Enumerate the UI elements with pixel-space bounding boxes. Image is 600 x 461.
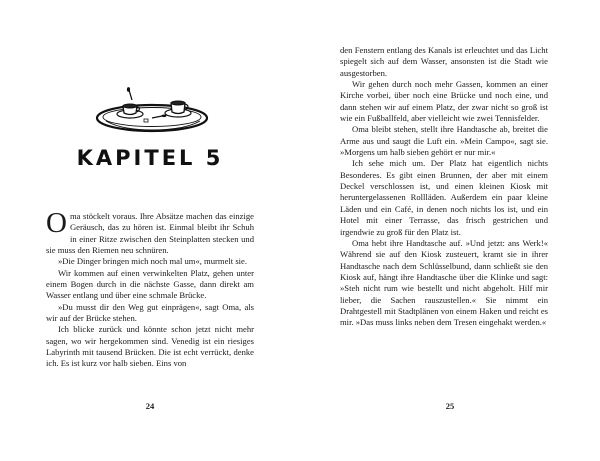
drop-cap: O (46, 207, 67, 239)
paragraph: Ich blicke zurück und könnte schon jetzt nicht mehr sagen, wo wir hergekommen sind. Venedig ist ein riesiges Labyrinth mit tausend Brücken. Die ist echt verrückt, denke ich. Es ist kurz vor halb sieben. Eins von (46, 324, 254, 369)
paragraph: Wir kommen auf einen verwinkelten Platz, gehen unter einem Bogen durch in die nächste Gasse, dann direkt am Wasser entlang und über eine schmale Brücke. (46, 267, 254, 301)
paragraph: Oma bleibt stehen, stellt ihre Handtasche ab, breitet die Arme aus und saugt die Luft ein. »Mein Campo«, sagt sie. »Morgens um halb sieben gehört er nur mir.« (340, 124, 548, 158)
paragraph: den Fenstern entlang des Kanals ist erleuchtet und das Licht spiegelt sich auf dem Wasser, ansonsten ist die Stadt wie ausgestorben. (340, 45, 548, 78)
coffee-cups-on-tray-illustration (92, 86, 212, 136)
paragraph-text: ma stöckelt voraus. Ihre Absätze machen das einzige Geräusch, das zu hören ist. Einmal bleibt ihr Schuh in einer Ritze zwischen den Steinplatten stecken und sie muss den Riemen neu schnüren. (46, 211, 254, 256)
paragraph: Wir gehen durch noch mehr Gassen, kommen an einer Kirche vorbei, über noch eine Brücke und noch eine, und dann stehen wir auf einem Platz, der zwar nicht so groß ist wie ein Fußballfeld, aber vielleicht wie zwei Tennisfelder. (340, 79, 548, 124)
paragraph: Oma hebt ihre Handtasche auf. »Und jetzt: ans Werk!« Während sie auf den Kiosk zusteuert, kramt sie in ihrer Handtasche nach dem Schlüsselbund, dann schließt sie den Kiosk auf, hängt ihre Handtasche über die Klinke und sagt: »Steh nicht rum wie bestellt und nicht abgeholt. Hilf mir lieber, die Sachen rauszustellen.« Sie nimmt ein Drahtgestell mit Stadtplänen von einem Haken und reicht es mir. »Das muss links neben dem Tresen eingehakt werden.« (340, 237, 548, 328)
right-page-text (340, 45, 548, 329)
page-number: 24 (145, 401, 155, 411)
paragraph (46, 207, 254, 256)
paragraph: »Du musst dir den Weg gut einprägen«, sagt Oma, als wir auf der Brücke stehen. (46, 301, 254, 324)
paragraph: Ich sehe mich um. Der Platz hat eigentlich nichts Besonderes. Es gibt einen Brunnen, der aber mit einem Deckel verschlossen ist, und einen kleinen Kiosk mit heruntergelassenen Rollläden. Außerdem ein paar kleine Läden und ein Café, in denen noch nichts los ist, und ein Hotel mit einer Terrasse, das frisch gestrichen und irgendwie zu groß für den Platz ist. (340, 158, 548, 237)
page-number: 25 (445, 401, 455, 411)
left-page-text (46, 207, 254, 370)
chapter-title: KAPITEL 5 (76, 146, 224, 170)
paragraph: »Die Dinger bringen mich noch mal um«, murmelt sie. (58, 256, 248, 267)
